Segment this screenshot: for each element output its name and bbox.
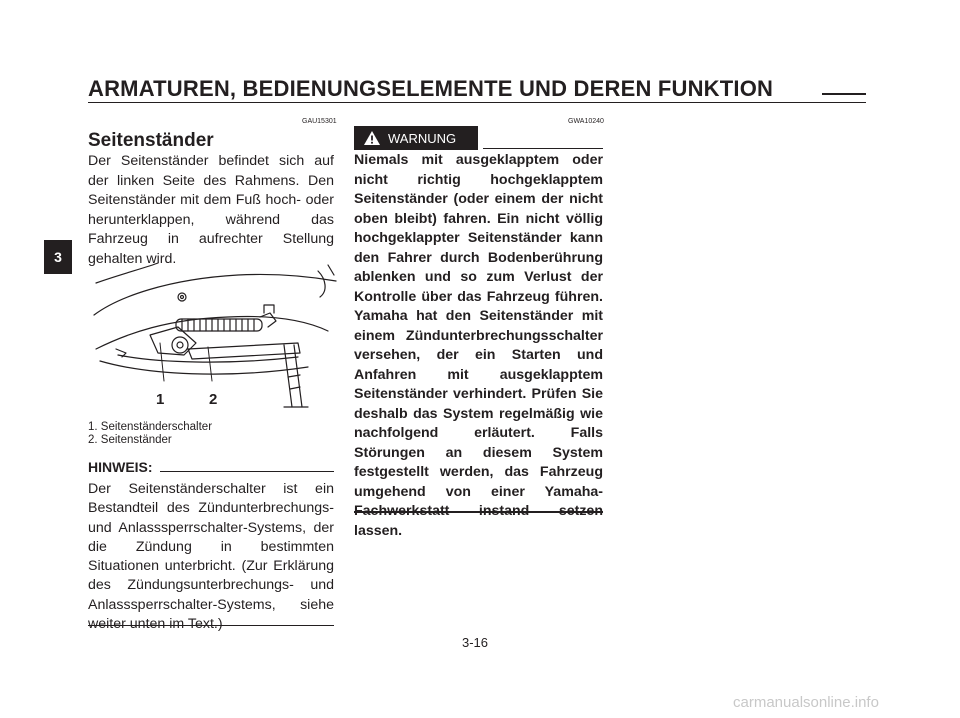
section-body: Der Seitenständer befindet sich auf der linken Seite des Rahmens. Den Seitenständer mit dem Fuß hoch- oder herunterklappen, während das Fahrzeug in aufrechter Stellung gehalten wird. [88,153,334,267]
callout-1: 1 [156,391,165,408]
hinweis-end-rule [88,625,334,626]
warning-label: WARNUNG [388,130,457,146]
warning-text: Niemals mit ausgeklapptem oder nicht richtig hochgeklapptem Seitenständer (oder einem der nicht oben bleibt) fahren. Ein nicht völlig hochgeklappter Seitenständer kann den Fahrer durch Bodenberührung ablenken und so zum Verlust der Kontrolle über das Fahrzeug führen. Yamaha hat den Seitenständer mit einem Zündunterbrechungsschalter versehen, der ein Starten und Anfahren mit ausgeklapptem Seitenständer verhindert. Prüfen Sie deshalb das System regelmäßig wie nachfolgend erläutert. Falls Störungen an diesem System festgestellt werden, das Fahrzeug umgehend von einer Yamaha-Fachwerkstatt instand setzen lassen. [354,152,603,539]
warning-end-rule [354,511,603,513]
warning-badge [354,126,478,150]
caption-1: 1. Seitenständerschalter [88,421,213,433]
section-title: Seitenständer [88,130,214,151]
warning-rule [483,148,603,149]
warning-triangle-icon [364,131,380,145]
warning-code: GWA10240 [568,118,604,125]
hinweis-rule [160,471,334,472]
hinweis-text: Der Seitenständerschalter ist ein Bestandteil des Zündunterbrechungs- und Anlasssperrschalter-Systems, der die Zündung in bestimmten Situationen unterbricht. (Zur Erklärung des Zündungsunterbrechungs- und Anlasssperrschalter-Systems, siehe weiter unten im Text.) [88,481,334,633]
page-number: 3-16 [462,635,489,650]
watermark: carmanualsonline.info [733,694,879,711]
page-header-title: ARMATUREN, BEDIENUNGSELEMENTE UND DEREN FUNKTION [88,76,774,101]
caption-2: 2. Seitenständer [88,434,172,446]
header-underline [88,102,866,103]
section-code: GAU15301 [302,118,337,125]
hinweis-heading: HINWEIS: [88,459,153,475]
callout-2: 2 [209,391,218,408]
header-rule [822,93,866,95]
chapter-tab: 3 [44,240,72,274]
side-stand-illustration [88,257,338,421]
